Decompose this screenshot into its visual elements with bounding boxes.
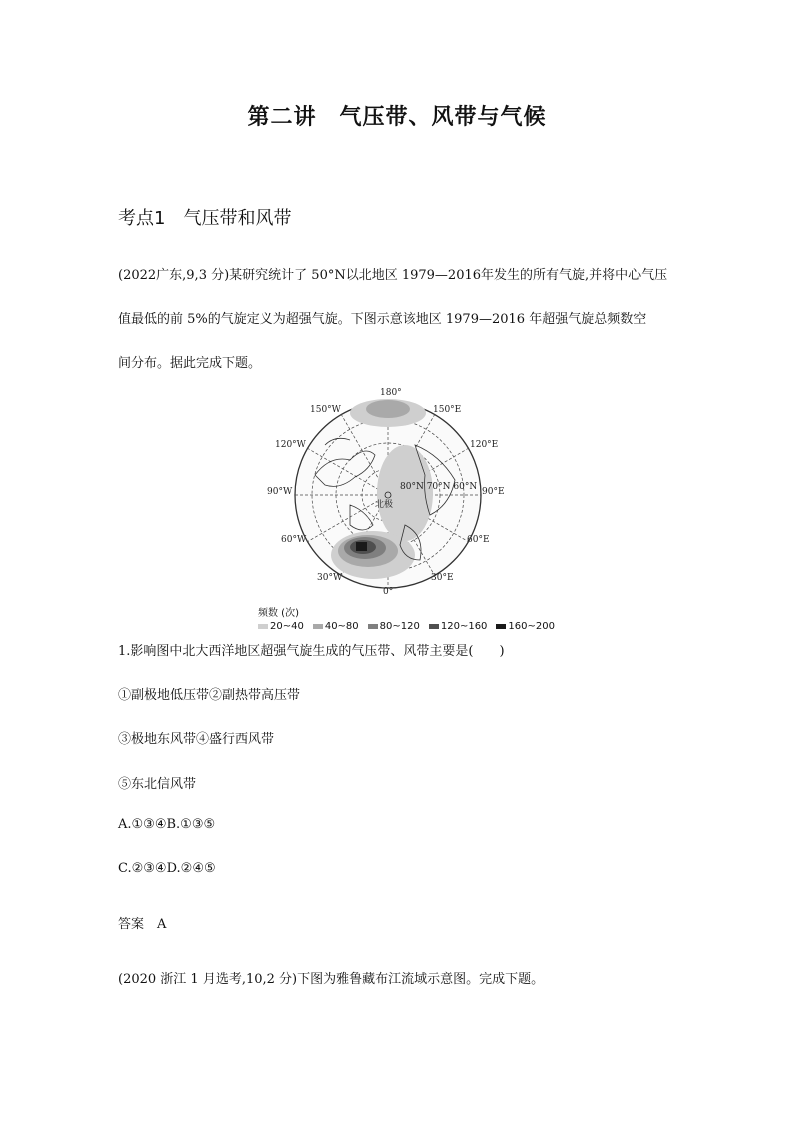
label-180: 180° [380,388,402,398]
legend-items [258,621,555,632]
label-60e: 60°E [467,535,490,545]
section-title: 考点1 气压带和风带 [118,208,292,229]
legend-label: 80~120 [379,621,420,632]
label-90w: 90°W [267,487,293,497]
label-150e: 150°E [433,405,462,415]
label-90e: 90°E [482,487,505,497]
legend-swatch [429,624,439,629]
shade-pacific-40-80 [366,400,410,418]
label-150w: 150°W [310,405,341,415]
label-pole: 北极 [375,500,394,510]
choice-line-1: A.①③④B.①③⑤ [118,817,216,832]
legend-label: 120~160 [440,621,488,632]
label-120e: 120°E [470,440,499,450]
shade-atlantic-160-200 [356,542,367,551]
legend-swatch [258,624,268,629]
option-line-1: ①副极地低压带②副热带高压带 [118,688,301,703]
intro-line-2: 值最低的前 5%的气旋定义为超强气旋。下图示意该地区 1979—2016 年超强气旋总频数空 [118,312,647,327]
label-60w: 60°W [281,535,307,545]
legend-title: 频数 (次) [258,608,299,619]
label-0: 0° [383,587,394,597]
label-30w: 30°W [317,573,343,583]
intro-line-3: 间分布。据此完成下题。 [118,356,262,371]
legend-swatch [496,624,506,629]
page-title: 第二讲 气压带、风带与气候 [247,105,547,130]
legend-item [496,621,555,632]
legend-item [429,621,488,632]
intro-line-1: (2022广东,9,3 分)某研究统计了 50°N以北地区 1979—2016年发生的所有气旋,并将中心气压 [118,268,668,283]
answer: 答案 A [118,917,167,932]
label-120w: 120°W [275,440,306,450]
legend-item [368,621,420,632]
option-line-3: ⑤东北信风带 [118,777,197,792]
legend-item [258,621,304,632]
legend-item [313,621,359,632]
legend-swatch [313,624,323,629]
legend-swatch [368,624,378,629]
legend-label: 160~200 [508,621,555,632]
legend-label: 20~40 [270,621,304,632]
next-question-intro: (2020 浙江 1 月选考,10,2 分)下图为雅鲁藏布江流域示意图。完成下题。 [118,972,545,987]
legend-label: 40~80 [324,621,359,632]
question-stem: 1.影响图中北大西洋地区超强气旋生成的气压带、风带主要是( ) [118,644,505,659]
polar-cyclone-frequency-map [255,385,545,620]
label-latitudes: 80°N 70°N 60°N [400,482,478,492]
label-30e: 30°E [431,573,454,583]
option-line-2: ③极地东风带④盛行西风带 [118,732,275,747]
frequency-legend [258,604,555,632]
choice-line-2: C.②③④D.②④⑤ [118,861,216,876]
